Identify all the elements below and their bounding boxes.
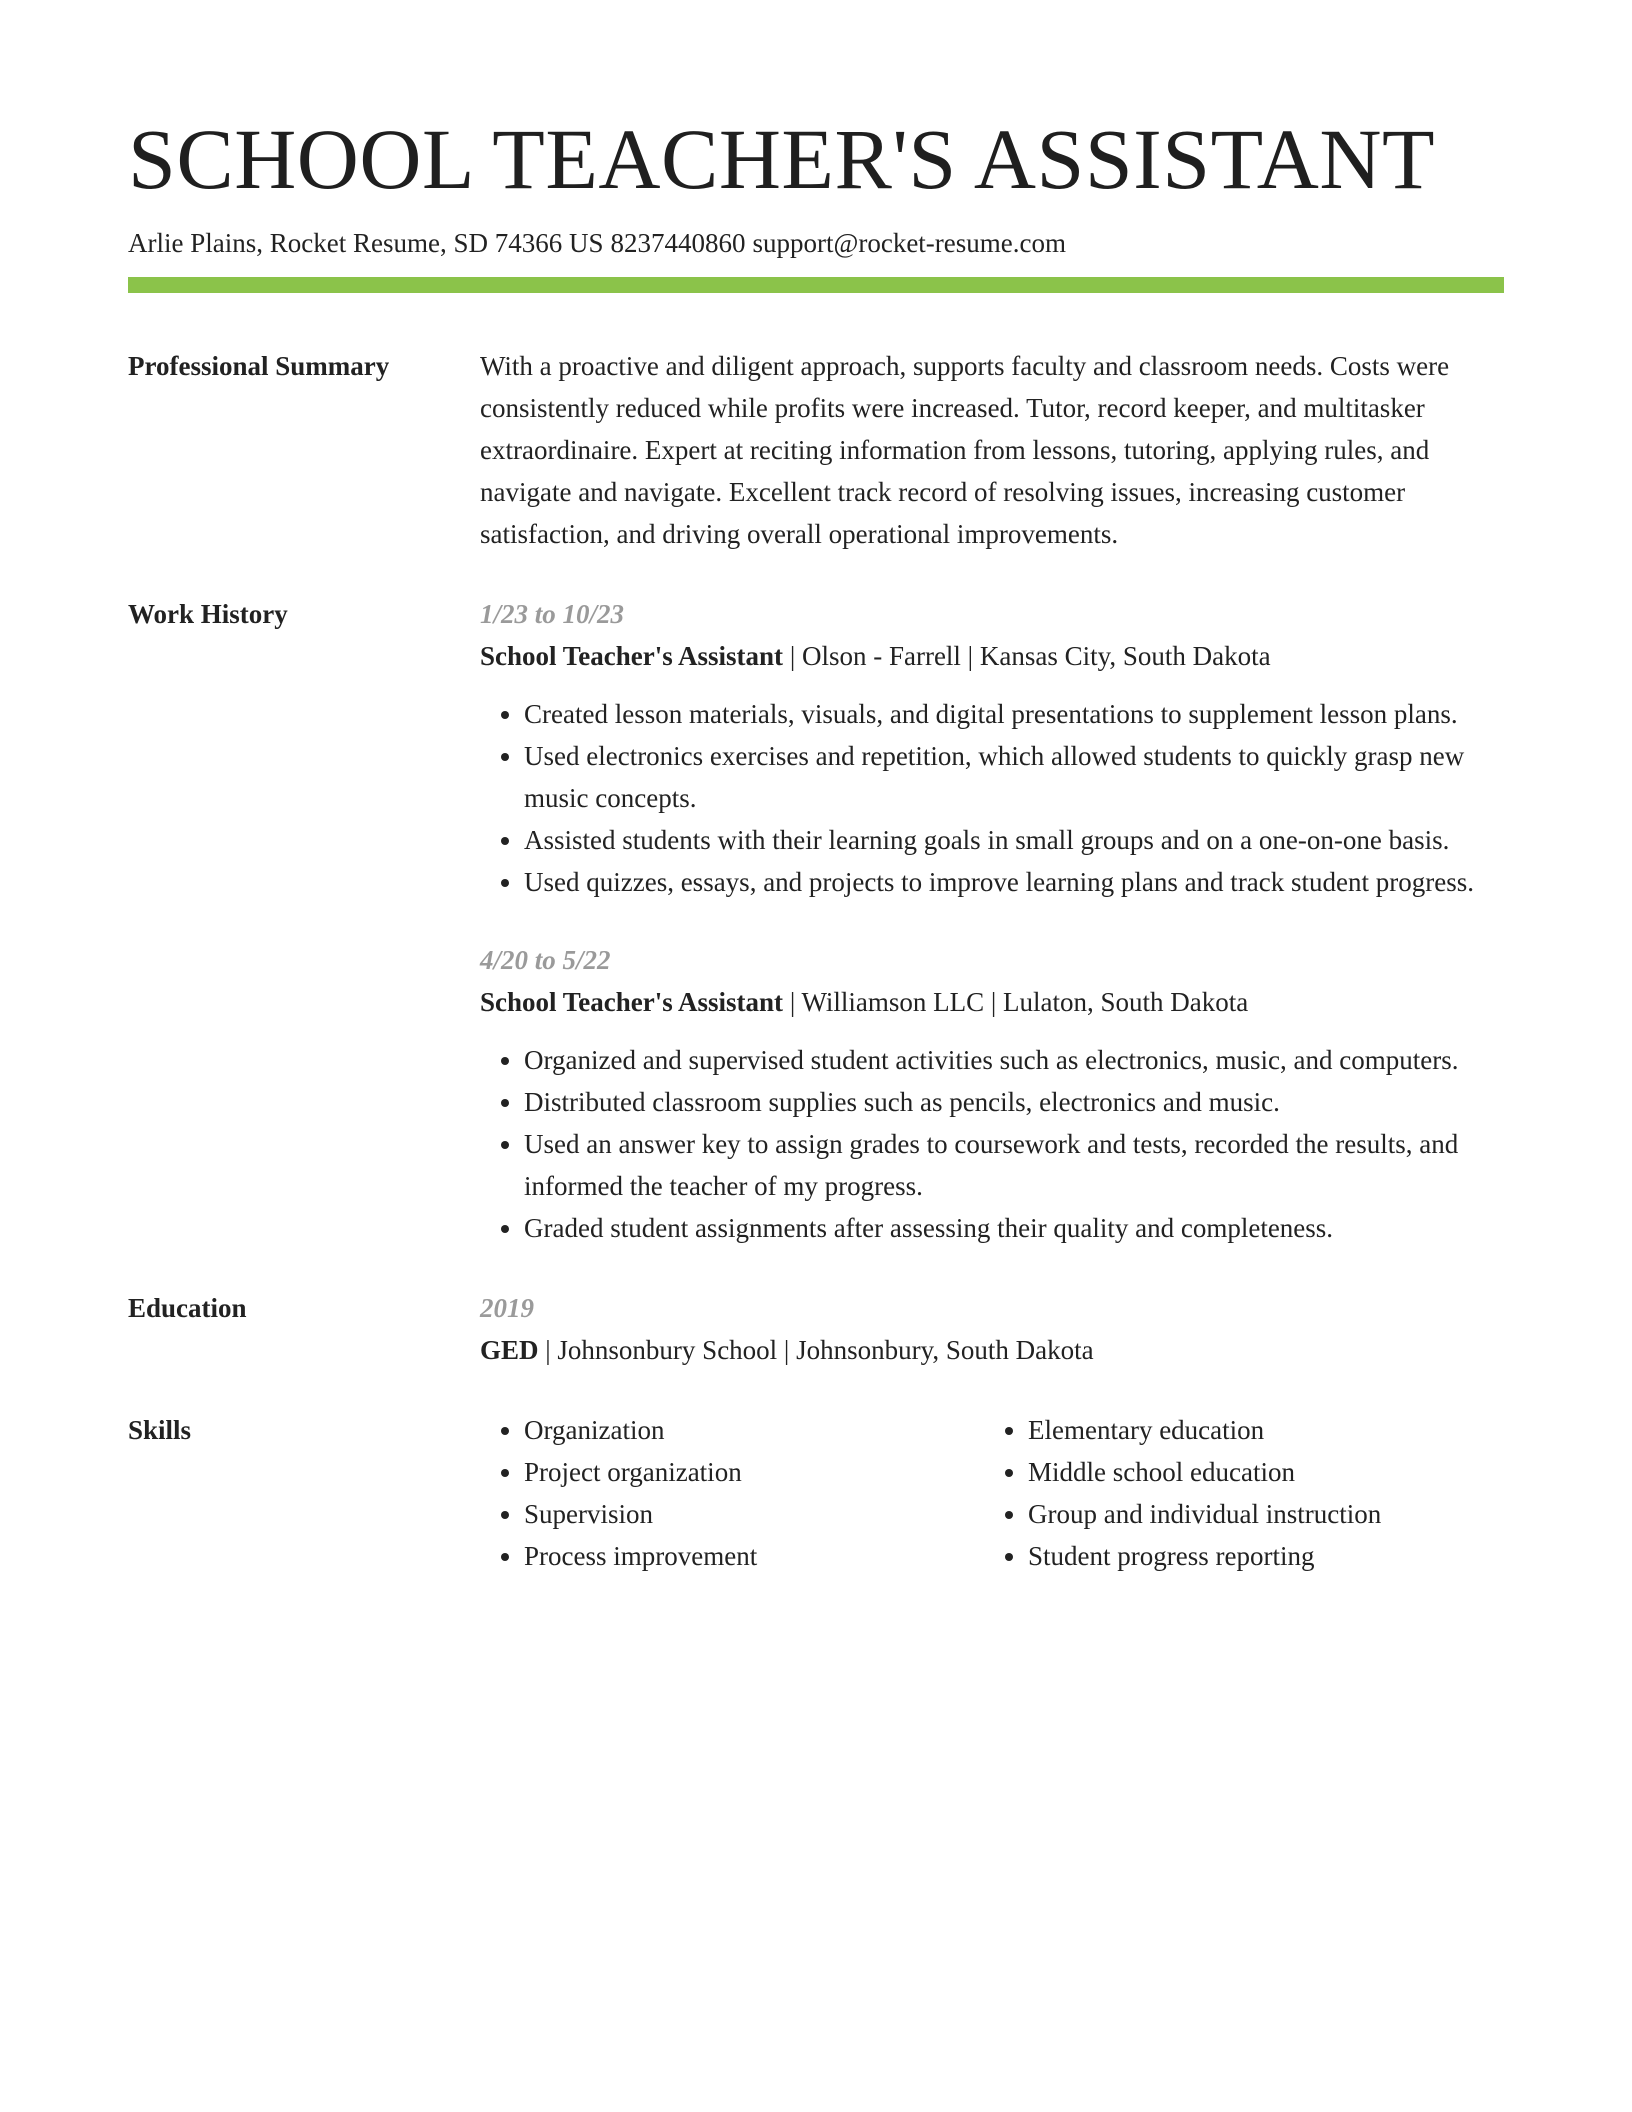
job-role-line [480, 981, 1504, 1023]
education-degree: GED [480, 1334, 539, 1365]
job-company-location: | Williamson LLC | Lulaton, South Dakota [783, 986, 1249, 1017]
job-role-line [480, 635, 1504, 677]
header-divider [128, 277, 1504, 293]
contact-address: Arlie Plains, Rocket Resume, SD 74366 US [128, 227, 604, 258]
job-title: School Teacher's Assistant [480, 640, 784, 671]
education-school-location: | Johnsonbury School | Johnsonbury, South Dakota [538, 1334, 1094, 1365]
work-history-section [128, 593, 1504, 1249]
skill-item: • Elementary education [1028, 1409, 1488, 1451]
education-year: 2019 [480, 1292, 534, 1323]
skill-item: • Process improvement [524, 1535, 984, 1577]
contact-phone: 8237440860 [610, 227, 746, 258]
job-bullets [480, 693, 1504, 903]
resume-title: SCHOOL TEACHER'S ASSISTANT [128, 111, 1436, 207]
summary-section [128, 345, 1504, 555]
job-bullets [480, 1039, 1504, 1249]
summary-heading: Professional Summary [128, 350, 390, 381]
skill-item: • Project organization [524, 1451, 984, 1493]
skill-item: • Student progress reporting [1028, 1535, 1488, 1577]
skills-list-right [984, 1409, 1488, 1577]
skill-item: • Middle school education [1028, 1451, 1488, 1493]
job-bullet: • Assisted students with their learning goals in small groups and on a one-on-one basis. [524, 819, 1504, 861]
skill-item: • Organization [524, 1409, 984, 1451]
education-section [128, 1287, 1504, 1371]
skills-list-left [480, 1409, 984, 1577]
job-bullet: • Distributed classroom supplies such as pencils, electronics and music. [524, 1081, 1504, 1123]
job-bullet: • Used electronics exercises and repetition, which allowed students to quickly grasp new music concepts. [524, 735, 1504, 819]
job-bullet: • Used quizzes, essays, and projects to improve learning plans and track student progress. [524, 861, 1504, 903]
job-dates: 1/23 to 10/23 [480, 598, 625, 629]
work-history-heading: Work History [128, 598, 288, 629]
job-bullet: • Created lesson materials, visuals, and digital presentations to supplement lesson plans. [524, 693, 1504, 735]
education-line [480, 1329, 1504, 1371]
skills-heading: Skills [128, 1414, 192, 1445]
job-title: School Teacher's Assistant [480, 986, 784, 1017]
job-entry [480, 593, 1504, 903]
summary-text: With a proactive and diligent approach, supports faculty and classroom needs. Costs were consistently reduced while profits were increased. Tutor, record keeper, and multitasker extraordinaire. Expert at reciting information from lessons, tutoring, applying rules, and navigate and navigate. Excellent track record of resolving issues, increasing customer satisfaction, and driving overall operational improvements. [480, 350, 1450, 549]
job-dates: 4/20 to 5/22 [480, 944, 611, 975]
job-bullet: • Organized and supervised student activities such as electronics, music, and computers. [524, 1039, 1504, 1081]
contact-email: support@rocket-resume.com [752, 227, 1067, 258]
job-bullet: • Graded student assignments after assessing their quality and completeness. [524, 1207, 1504, 1249]
skills-columns [480, 1409, 1504, 1577]
skill-item: • Group and individual instruction [1028, 1493, 1488, 1535]
education-heading: Education [128, 1292, 247, 1323]
job-company-location: | Olson - Farrell | Kansas City, South Dakota [783, 640, 1271, 671]
job-bullet: • Used an answer key to assign grades to coursework and tests, recorded the results, and informed the teacher of my progress. [524, 1123, 1504, 1207]
skills-section [128, 1409, 1504, 1577]
job-entry [480, 939, 1504, 1249]
skill-item: • Supervision [524, 1493, 984, 1535]
contact-line [128, 225, 1504, 261]
